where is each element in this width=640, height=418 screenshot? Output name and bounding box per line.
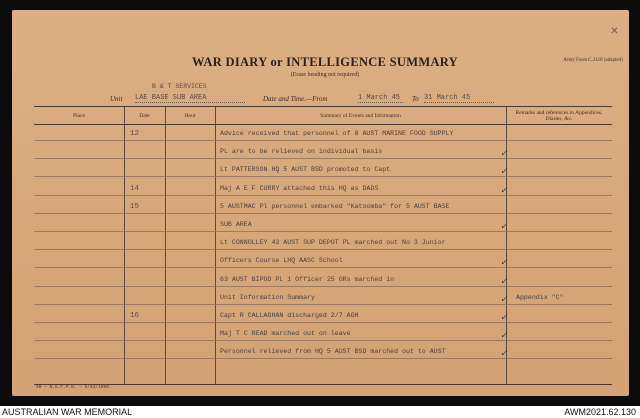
check-mark-icon: ✓ [500, 312, 508, 322]
entry-date: 16 [130, 312, 140, 320]
check-mark-icon: ✓ [500, 275, 508, 286]
check-mark-icon: ✓ [500, 148, 508, 159]
row-rule [34, 249, 612, 250]
header-summary: Summary of Events and Information [320, 112, 401, 119]
services-stamp: B & T SERVICES [152, 83, 207, 90]
row-rule [34, 322, 612, 323]
entry-text: Lt PATTERSON HQ 5 AUST BSD promoted to Capt [220, 166, 391, 174]
check-mark-icon: ✓ [500, 184, 508, 195]
check-mark-icon: ✓ [500, 293, 508, 304]
column-divider [165, 107, 166, 384]
entry-text: SUB AREA [220, 221, 252, 228]
row-rule [34, 304, 612, 305]
entry-text: Maj T C READ marched out on leave [220, 330, 351, 338]
archive-reference: AWM2021.62.130 [564, 407, 636, 417]
from-value: 1 March 45 [358, 94, 403, 103]
row-rule [34, 231, 612, 232]
punch-hole-icon: ✕ [610, 26, 619, 37]
to-label: To [412, 95, 419, 103]
entry-date: 12 [130, 130, 140, 138]
check-mark-icon: ✓ [500, 221, 508, 231]
entry-text: 63 AUST BIPOD PL 1 Officer 25 ORs marched in [220, 275, 395, 283]
row-rule [34, 213, 612, 214]
row-rule [34, 176, 612, 177]
print-note: 60 — N.G.F.P.B. — 5/44/1000. [36, 385, 112, 390]
entry-date: 14 [130, 184, 140, 193]
row-rule [34, 358, 612, 359]
row-rule [34, 267, 612, 268]
entry-text: 5 AUSTMAC Pl personnel embarked "Katoomba" for 5 AUST BASE [220, 202, 450, 210]
army-form-label: Army Form C.2118 (adapted) [563, 58, 623, 63]
unit-label: Unit [110, 95, 123, 103]
entry-text: Capt R CALLAGHAN discharged 2/7 AGH [220, 312, 359, 319]
check-mark-icon: ✓ [500, 348, 508, 359]
archive-caption: AUSTRALIAN WAR MEMORIAL [2, 407, 133, 417]
row-rule [34, 340, 612, 341]
row-rule [34, 286, 612, 287]
header-date: Date [139, 112, 150, 119]
column-divider [215, 107, 216, 384]
entry-text: Officers Course LHQ AASC School [220, 257, 343, 265]
entry-text: Unit Information Summary [220, 293, 315, 301]
header-divider [34, 124, 612, 125]
entry-text: Lt CONNOLLEY 43 AUST SUP DEPOT PL marched out No 3 Junior [220, 239, 446, 247]
entry-text: PL are to be relieved on individual basis [220, 148, 383, 156]
document-subtitle: (Erase heading not required) [290, 72, 360, 78]
header-remarks: Remarks and references to Appendices, Diaries, &c. [515, 109, 603, 122]
column-divider [124, 107, 125, 384]
header-hour: Hour [184, 112, 196, 119]
document-title: WAR DIARY or INTELLIGENCE SUMMARY [192, 55, 458, 69]
entry-date: 15 [130, 202, 140, 211]
entry-text: Maj A E F CURRY attached this HQ as DADS [220, 184, 379, 192]
entry-reference: Appendix "C" [516, 293, 564, 301]
row-rule [34, 140, 612, 141]
check-mark-icon: ✓ [500, 330, 508, 341]
check-mark-icon: ✓ [500, 166, 508, 177]
row-rule [34, 158, 612, 159]
row-rule [34, 195, 612, 196]
diary-table [34, 106, 612, 385]
header-place: Place [73, 112, 85, 119]
entry-text: Advice received that personnel of 8 AUST MARINE FOOD SUPPLY [220, 130, 454, 137]
date-time-label: Date and Time.—From [263, 95, 328, 103]
unit-value: LAE BASE SUB AREA [135, 94, 245, 103]
check-mark-icon: ✓ [500, 257, 508, 268]
to-value: 31 March 45 [424, 94, 494, 103]
entry-text: Personnel relieved from HQ 5 AUST BSD marched out to AUST [220, 348, 446, 356]
